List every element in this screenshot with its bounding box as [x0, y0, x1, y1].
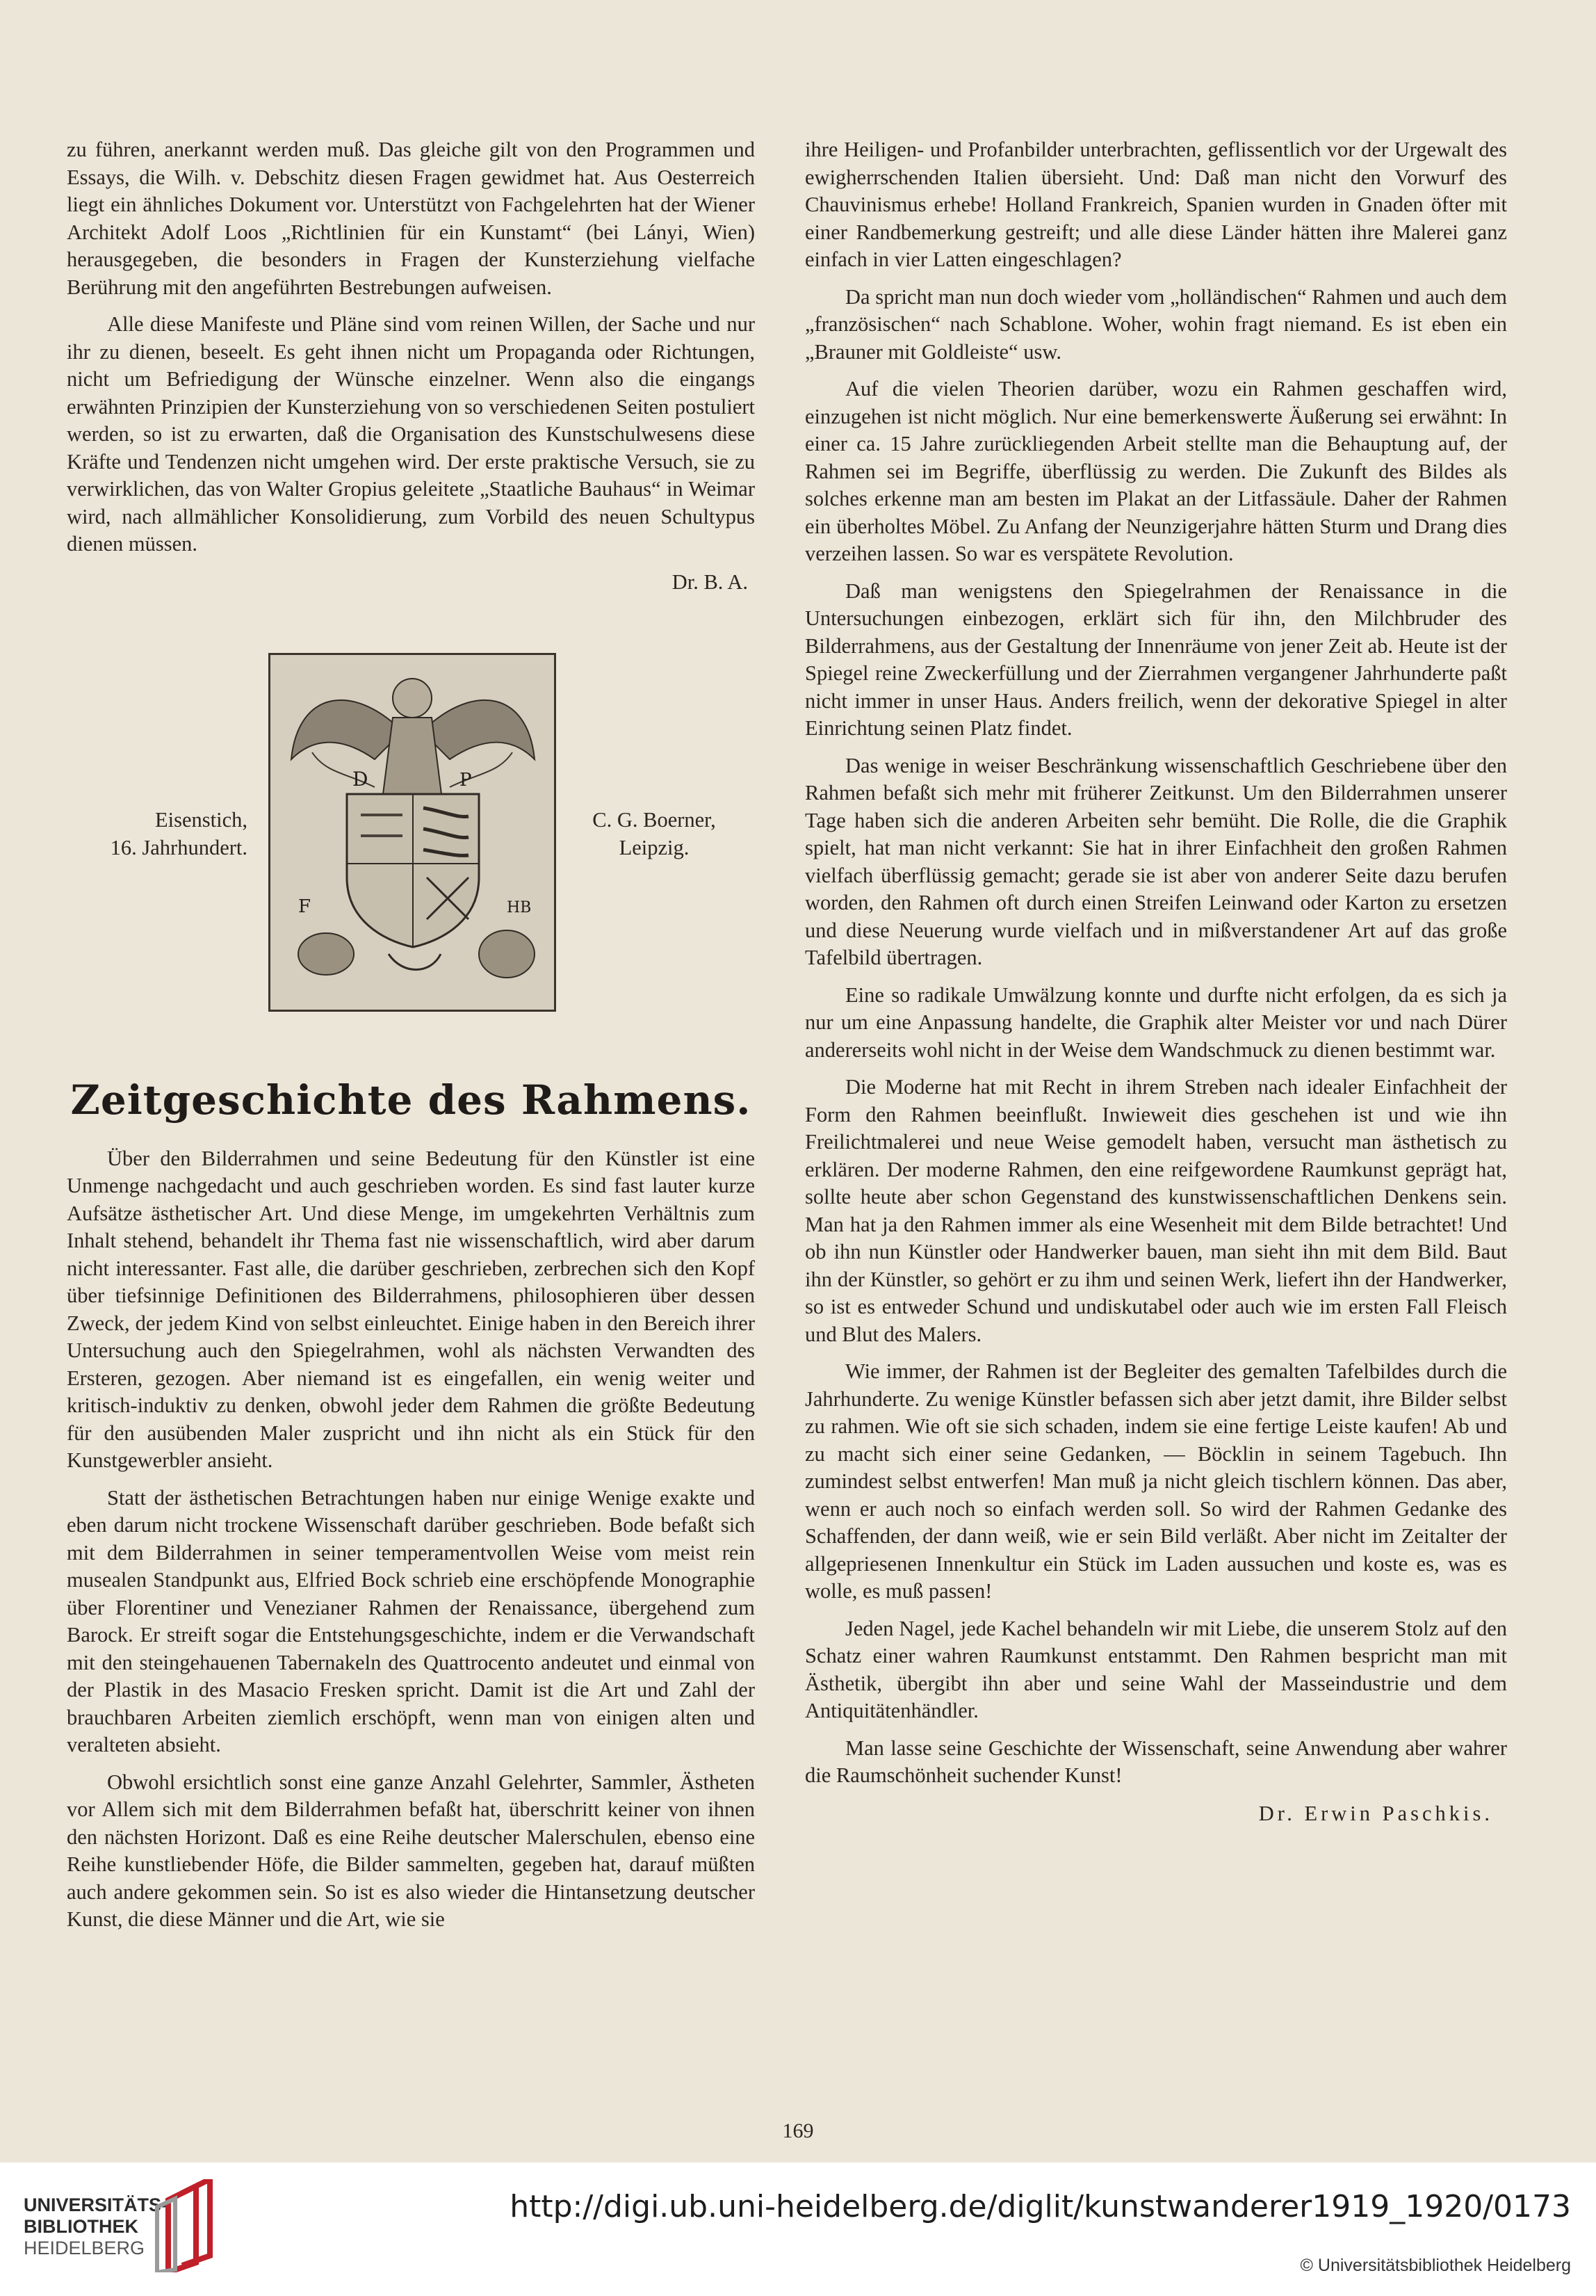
article-paragraph: Da spricht man nun doch wieder vom „holländischen“ Rahmen und auch dem „französischen“ nach Schablone. Woher, wohin fragt niemand. Es ist eben ein „Brauner mit Goldleiste“ usw. — [805, 284, 1507, 364]
article-title: Zeitgeschichte des Rahmens. — [70, 1076, 751, 1124]
article-paragraph: Eine so radikale Umwälzung konnte und durfte nicht erfolgen, da es sich ja nur um eine Anpassung handelte, die Graphik alter Meister vor und nach Dürer andererseits wohl nicht in der Weise dem Wandschmuck zu dienen bestimmt war. — [805, 983, 1507, 1062]
library-footer — [0, 2162, 1596, 2296]
right-column — [805, 136, 1507, 1827]
intro-paragraph: Alle diese Manifeste und Pläne sind vom reinen Willen, der Sache und nur ihr zu dienen, beseelt. Es geht ihnen nicht um Propaganda oder Richtungen, nicht um Befriedigung der Wünsche einzelner. Wenn also die eingangs erwähnten Prinzipien der Kunsterziehung von so verschiedenen Seiten postuliert werden, so ist zu erwarten, daß die Organisation des Kunstschulwesens diese Kräfte und Tendenzen nicht umgehen wird. Der erste praktische Versuch, sie zu verwirklichen, das von Walter Gropius geleitete „Staatliche Bauhaus“ in Weimar wird, nach allmählicher Konsolidierung, zum Vorbild des neuen Schultypus dienen müssen. — [67, 312, 755, 556]
intro-paragraph: zu führen, anerkannt werden muß. Das gleiche gilt von den Programmen und Essays, die Wilh. v. Debschitz diesen Fragen gewidmet hat. Aus Oesterreich liegt ein ähnliches Dokument vor. Unterstützt von Fachgelehrten hat der Wiener Architekt Adolf Loos „Richtlinien für ein Kunstamt“ (bei Lányi, Wien) herausgegeben, die besonders in Fragen der Kunsterziehung vielfache Berührung mit den angeführten Bestrebungen aufweisen. — [67, 138, 755, 299]
engraving-letter: P — [459, 769, 472, 791]
copyright-notice: © Universitätsbibliothek Heidelberg — [1300, 2256, 1571, 2275]
article-paragraph: Daß man wenigstens den Spiegelrahmen der Renaissance in die Untersuchungen einbezogen, erklärt sich für ihn, den Milchbruder des Bilderrahmens, aus der Gestaltung der Innenräume von jener Zeit ab. Heute ist der Spiegel reine Zweckerfüllung und der Zierrahmen vergangener Jahrhunderte paßt nicht immer in unser Haus. Anders freilich, wenn der dekorative Spiegel in alter Einrichtung seinen Platz findet. — [805, 579, 1507, 740]
article-paragraph: Jeden Nagel, jede Kachel behandeln wir mit Liebe, die unserem Stolz auf den Schatz einer wahren Raumkunst entstammt. Den Rahmen bespricht man mit Ästhetik, übergibt ihn aber und seine Wahl der Masseindustrie und dem Antiquitätenhändler. — [805, 1616, 1507, 1722]
figure-caption-right: C. G. Boerner, Leipzig. — [592, 807, 716, 859]
article-paragraph: Man lasse seine Geschichte der Wissenschaft, seine Anwendung aber wahrer die Raumschönheit suchender Kunst! — [805, 1736, 1507, 1787]
article-paragraph: Wie immer, der Rahmen ist der Begleiter des gemalten Tafelbildes durch die Jahrhunderte. Zu wenige Künstler befassen sich aber jetzt damit, ihre Bilder selbst zu rahmen. Wie oft sie sich schaden, indem sie eine fertige Leiste kaufen! Ab und zu macht sich einer seine Gedanken, — Böcklin in seinem Tagebuch. Ihn zumindest selbst entwerfen! Man muß ja nicht gleich tischlern können. Das aber, wenn er auch noch so einfach werden soll. So wird der Rahmen Gedanke des Schaffenden, der dann weiß, wie er sein Bild verläßt. Aber nicht im Zeitalter der allgepriesenen Innenkultur ein Stück im Laden aussuchen und koste es, was es wolle, es muß passen! — [805, 1359, 1507, 1603]
library-logo-text[interactable]: UNIVERSITÄTS- BIBLIOTHEK HEIDELBERG — [24, 2194, 168, 2258]
article-paragraph: ihre Heiligen- und Profanbilder unterbrachten, geflissentlich vor der Urgewalt des ewigherrschenden Italien übersieht. Und: Daß man nicht den Vorwurf des Chauvinismus erhebe! Holland Frankreich, Spanien wurden in Gnaden öfter mit einer Randbemerkung gestreift; und alle diese Länder hätten ihre Malerei ganz einfach in vier Latten eingeschlagen? — [805, 138, 1507, 271]
engraving-letter: D — [352, 767, 368, 791]
library-logo-icon[interactable] — [154, 2179, 221, 2272]
engraving-letter: F — [298, 896, 311, 917]
permalink-url[interactable]: http://digi.ub.uni-heidelberg.de/diglit/kunstwanderer1919_1920/0173 — [510, 2189, 1571, 2224]
figure — [67, 653, 755, 1042]
engraving-letter: HB — [507, 898, 532, 916]
article-paragraph: Statt der ästhetischen Betrachtungen haben nur einige Wenige exakte und eben darum nicht trockene Wissenschaft darüber geschrieben. Bode befaßt sich mit dem Bilderrahmen in seiner temperamentvollen Weise vom meist rein musealen Standpunkt aus, Elfried Bock schrieb eine erschöpfende Monographie über Florentiner und Venezianer Rahmen der Renaissance, übergehend zum Barock. Er streift sogar die Entstehungsgeschichte, indem er die Verwandschaft mit den steingehauenen Tabernakeln des Quattrocento andeutet und einmal von der Plastik in des Masacio Fresken spricht. Damit ist die Art und Zahl der brauchbaren Arbeiten ziemlich erschöpft, wenn man von einigen alten und veralteten absieht. — [67, 1485, 755, 1756]
article-paragraph: Über den Bilderrahmen und seine Bedeutung für den Künstler ist eine Unmenge nachgedacht und auch geschrieben worden. Es sind fast lauter kurze Aufsätze ästhetischer Art. Und diese Menge, im umgekehrten Verhältnis zum Inhalt stehend, behandelt ihr Thema fast nie wissenschaftlich, wird aber darum nicht interessanter. Fast alle, die darüber geschrieben, zerbrechen sich den Kopf über tiefsinnige Definitionen des Bilderrahmens, philosophieren über dessen Zweck, der jedem Kind von selbst einleuchtet. Einige haben in den Bereich ihrer Untersuchung auch den Spiegelrahmen, wohl als nächsten Verwandten des Ersteren, gezogen. Aber niemand ist es eingefallen, ein wenig weiter und kritisch-induktiv zu denken, obwohl jeder dem Rahmen die größte Bedeutung für den ausübenden Maler zuspricht und ihn nicht als ein Stück für den Kunstgewerbler ansieht. — [67, 1146, 755, 1472]
left-column — [67, 136, 755, 1943]
article-paragraph: Obwohl ersichtlich sonst eine ganze Anzahl Gelehrter, Sammler, Ästheten vor Allem sich mit dem Bilderrahmen befaßt hat, überschritt keiner von ihnen den nächsten Horizont. Daß es eine Reihe deutscher Malerschulen, ebenso eine Reihe kunstliebender Höfe, die Bilder sammelten, gegeben hat, darauf müßten auch andere gekommen sein. So ist es also wieder die Hintansetzung deutscher Kunst, die diese Männer und die Art, wie sie — [67, 1770, 755, 1931]
figure-caption-left: Eisenstich, 16. Jahrhundert. — [110, 807, 247, 859]
article-signature: Dr. Erwin Paschkis. — [1258, 1801, 1493, 1825]
intro-signature: Dr. B. A. — [671, 569, 748, 594]
article-paragraph: Die Moderne hat mit Recht in ihrem Streben nach idealer Einfachheit der Form den Rahmen beeinflußt. Inwieweit dies geschehen ist und wie ihn Freilichtmalerei und neue Weise gemodelt haben, versucht man ästhetisch zu erklären. Der moderne Rahmen, den eine reifgewordene Raumkunst geprägt hat, sollte heute aber schon Gegenstand des kunstwissenschaftlichen Denkens sein. Man hat ja den Rahmen immer als eine Wesenheit mit dem Bilde betrachtet! Und ob ihn nun Künstler oder Handwerker bauen, man sieht ihn mit dem Bild. Baut ihn der Künstler, so gehört er zu ihm und seinen Werk, liefert ihn der Handwerker, so ist es entweder Schund und undiskutabel oder auch wie im ersten Fall Fleisch und Blut des Malers. — [805, 1075, 1507, 1346]
engraving-image — [268, 653, 556, 1012]
article-paragraph: Auf die vielen Theorien darüber, wozu ein Rahmen geschaffen wird, einzugehen ist nicht möglich. Nur eine bemerkenswerte Äußerung sei erwähnt: In einer ca. 15 Jahre zurückliegenden Arbeit stellte man die Behauptung auf, der Rahmen sei im Begriffe, überflüssig zu werden. Die Zukunft des Bildes als solches erkenne man am besten im Plakat an der Litfassäule. Daher der Rahmen ein überholtes Möbel. Zu Anfang der Neunzigerjahre hätten Sturm und Drang dies verzeihen lassen. So war es verspätete Revolution. — [805, 377, 1507, 565]
angel-coat-of-arms-engraving — [270, 655, 554, 1010]
article-paragraph: Das wenige in weiser Beschränkung wissenschaftlich Geschriebene über den Rahmen befaßt sich mehr mit früherer Zeitkunst. Um den Bilderrahmen unserer Tage haben sich die anderen Arbeiten sehr bemüht. Die Rolle, die die Graphik spielt, hat man nicht verkannt: Sie hat in ihrer Einfachheit den großen Rahmen vielfach überflüssig gemacht; gerade sie ist aber von anderer Seite dazu berufen worden, den Rahmen oft durch einen Streifen Leinwand oder Karton zu ersetzen und diese Neuerung wurde vielfach und in mißverstandener Art auf das große Tafelbild übertragen. — [805, 753, 1507, 969]
page-number: 169 — [782, 2119, 814, 2142]
